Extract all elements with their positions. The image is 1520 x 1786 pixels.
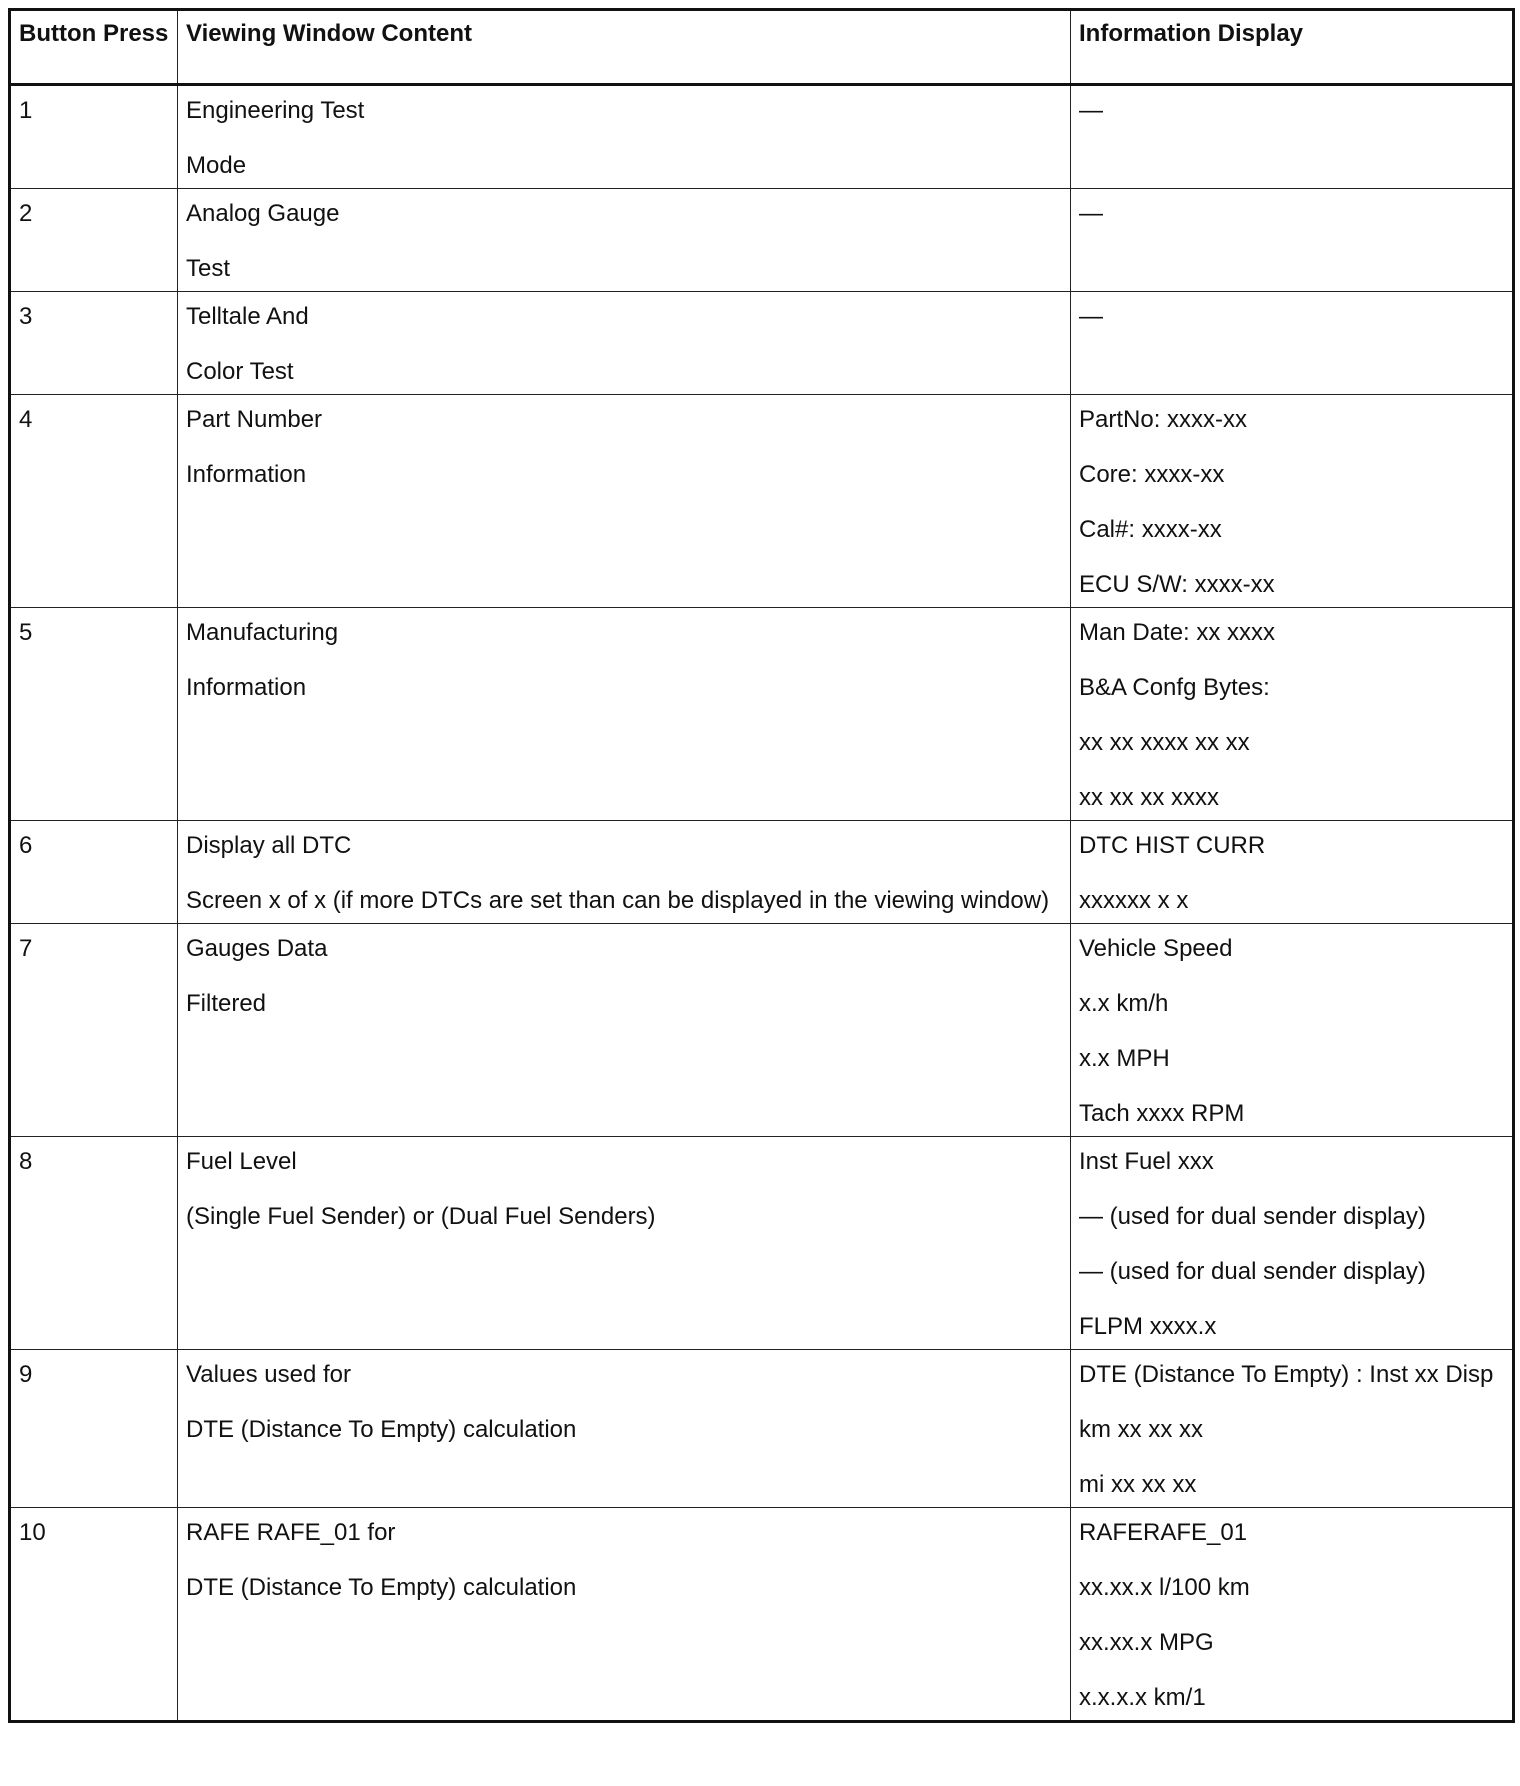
content-line: Analog Gauge <box>186 200 340 227</box>
table-row <box>10 189 1514 292</box>
content-line: RAFE RAFE_01 for <box>186 1519 396 1546</box>
info-line: RAFERAFE_01 <box>1079 1519 1248 1546</box>
table-header-row <box>10 10 1514 85</box>
content-line: DTE (Distance To Empty) calculation <box>186 1574 577 1601</box>
info-line: — <box>1079 97 1103 124</box>
content-line: (Single Fuel Sender) or (Dual Fuel Senders) <box>186 1203 656 1230</box>
table-row <box>10 821 1514 924</box>
button-press-cell: 10 <box>10 1508 178 1722</box>
header-button-press: Button Press <box>10 10 178 85</box>
info-line: Cal#: xxxx-xx <box>1079 516 1222 543</box>
viewing-window-content-cell <box>178 821 1071 924</box>
info-line: Inst Fuel xxx <box>1079 1148 1214 1175</box>
info-line: x.x.x.x km/1 <box>1079 1684 1206 1711</box>
info-line: Tach xxxx RPM <box>1079 1100 1245 1127</box>
button-press-cell: 6 <box>10 821 178 924</box>
viewing-window-content-cell <box>178 395 1071 608</box>
information-display-cell <box>1071 821 1514 924</box>
content-line: Screen x of x (if more DTCs are set than can be displayed in the viewing window) <box>186 887 1050 914</box>
information-display-cell <box>1071 1508 1514 1722</box>
info-line: km xx xx xx <box>1079 1416 1203 1443</box>
content-line: Gauges Data <box>186 935 328 962</box>
button-press-cell: 8 <box>10 1137 178 1350</box>
info-line: — (used for dual sender display) <box>1079 1258 1426 1285</box>
viewing-window-content-cell <box>178 924 1071 1137</box>
info-line: DTE (Distance To Empty) : Inst xx Disp <box>1079 1361 1494 1388</box>
info-line: DTC HIST CURR <box>1079 832 1266 859</box>
content-line: DTE (Distance To Empty) calculation <box>186 1416 577 1443</box>
viewing-window-content-cell <box>178 1350 1071 1508</box>
table-row <box>10 1508 1514 1722</box>
button-press-cell: 3 <box>10 292 178 395</box>
information-display-cell <box>1071 1137 1514 1350</box>
viewing-window-content-cell <box>178 189 1071 292</box>
info-line: Man Date: xx xxxx <box>1079 619 1276 646</box>
button-press-cell: 5 <box>10 608 178 821</box>
table-row <box>10 85 1514 189</box>
info-line: xx.xx.x MPG <box>1079 1629 1214 1656</box>
header-viewing-window-content: Viewing Window Content <box>178 10 1071 85</box>
info-line: FLPM xxxx.x <box>1079 1313 1217 1340</box>
info-line: — (used for dual sender display) <box>1079 1203 1426 1230</box>
viewing-window-content-cell <box>178 1508 1071 1722</box>
viewing-window-content-cell <box>178 608 1071 821</box>
info-line: Vehicle Speed <box>1079 935 1233 962</box>
button-press-cell: 7 <box>10 924 178 1137</box>
info-line: mi xx xx xx <box>1079 1471 1197 1498</box>
table-row <box>10 924 1514 1137</box>
content-line: Telltale And <box>186 303 309 330</box>
info-line: Core: xxxx-xx <box>1079 461 1225 488</box>
info-line: PartNo: xxxx-xx <box>1079 406 1248 433</box>
header-information-display: Information Display <box>1071 10 1514 85</box>
info-line: xx xx xxxx xx xx <box>1079 729 1250 756</box>
content-line: Engineering Test <box>186 97 365 124</box>
information-display-cell <box>1071 85 1514 189</box>
viewing-window-content-cell <box>178 1137 1071 1350</box>
content-line: Manufacturing <box>186 619 339 646</box>
table-row <box>10 1137 1514 1350</box>
content-line: Mode <box>186 152 247 179</box>
content-line: Test <box>186 255 231 282</box>
info-line: ECU S/W: xxxx-xx <box>1079 571 1275 598</box>
viewing-window-content-cell <box>178 85 1071 189</box>
button-press-cell: 4 <box>10 395 178 608</box>
information-display-cell <box>1071 1350 1514 1508</box>
information-display-cell <box>1071 395 1514 608</box>
info-line: — <box>1079 200 1103 227</box>
table-row <box>10 608 1514 821</box>
content-line: Values used for <box>186 1361 351 1388</box>
info-line: xx xx xx xxxx <box>1079 784 1220 811</box>
table-row <box>10 395 1514 608</box>
info-line: x.x km/h <box>1079 990 1169 1017</box>
button-press-cell: 2 <box>10 189 178 292</box>
information-display-cell <box>1071 924 1514 1137</box>
engineering-test-mode-table <box>8 8 1515 1723</box>
table-row <box>10 292 1514 395</box>
viewing-window-content-cell <box>178 292 1071 395</box>
content-line: Part Number <box>186 406 323 433</box>
info-line: xxxxxx x x <box>1079 887 1189 914</box>
content-line: Information <box>186 461 307 488</box>
info-line: — <box>1079 303 1103 330</box>
information-display-cell <box>1071 189 1514 292</box>
button-press-cell: 1 <box>10 85 178 189</box>
content-line: Fuel Level <box>186 1148 297 1175</box>
content-line: Display all DTC <box>186 832 352 859</box>
info-line: xx.xx.x l/100 km <box>1079 1574 1250 1601</box>
content-line: Information <box>186 674 307 701</box>
info-line: x.x MPH <box>1079 1045 1170 1072</box>
content-line: Color Test <box>186 358 294 385</box>
table-row <box>10 1350 1514 1508</box>
info-line: B&A Confg Bytes: <box>1079 674 1270 701</box>
information-display-cell <box>1071 292 1514 395</box>
content-line: Filtered <box>186 990 267 1017</box>
button-press-cell: 9 <box>10 1350 178 1508</box>
information-display-cell <box>1071 608 1514 821</box>
